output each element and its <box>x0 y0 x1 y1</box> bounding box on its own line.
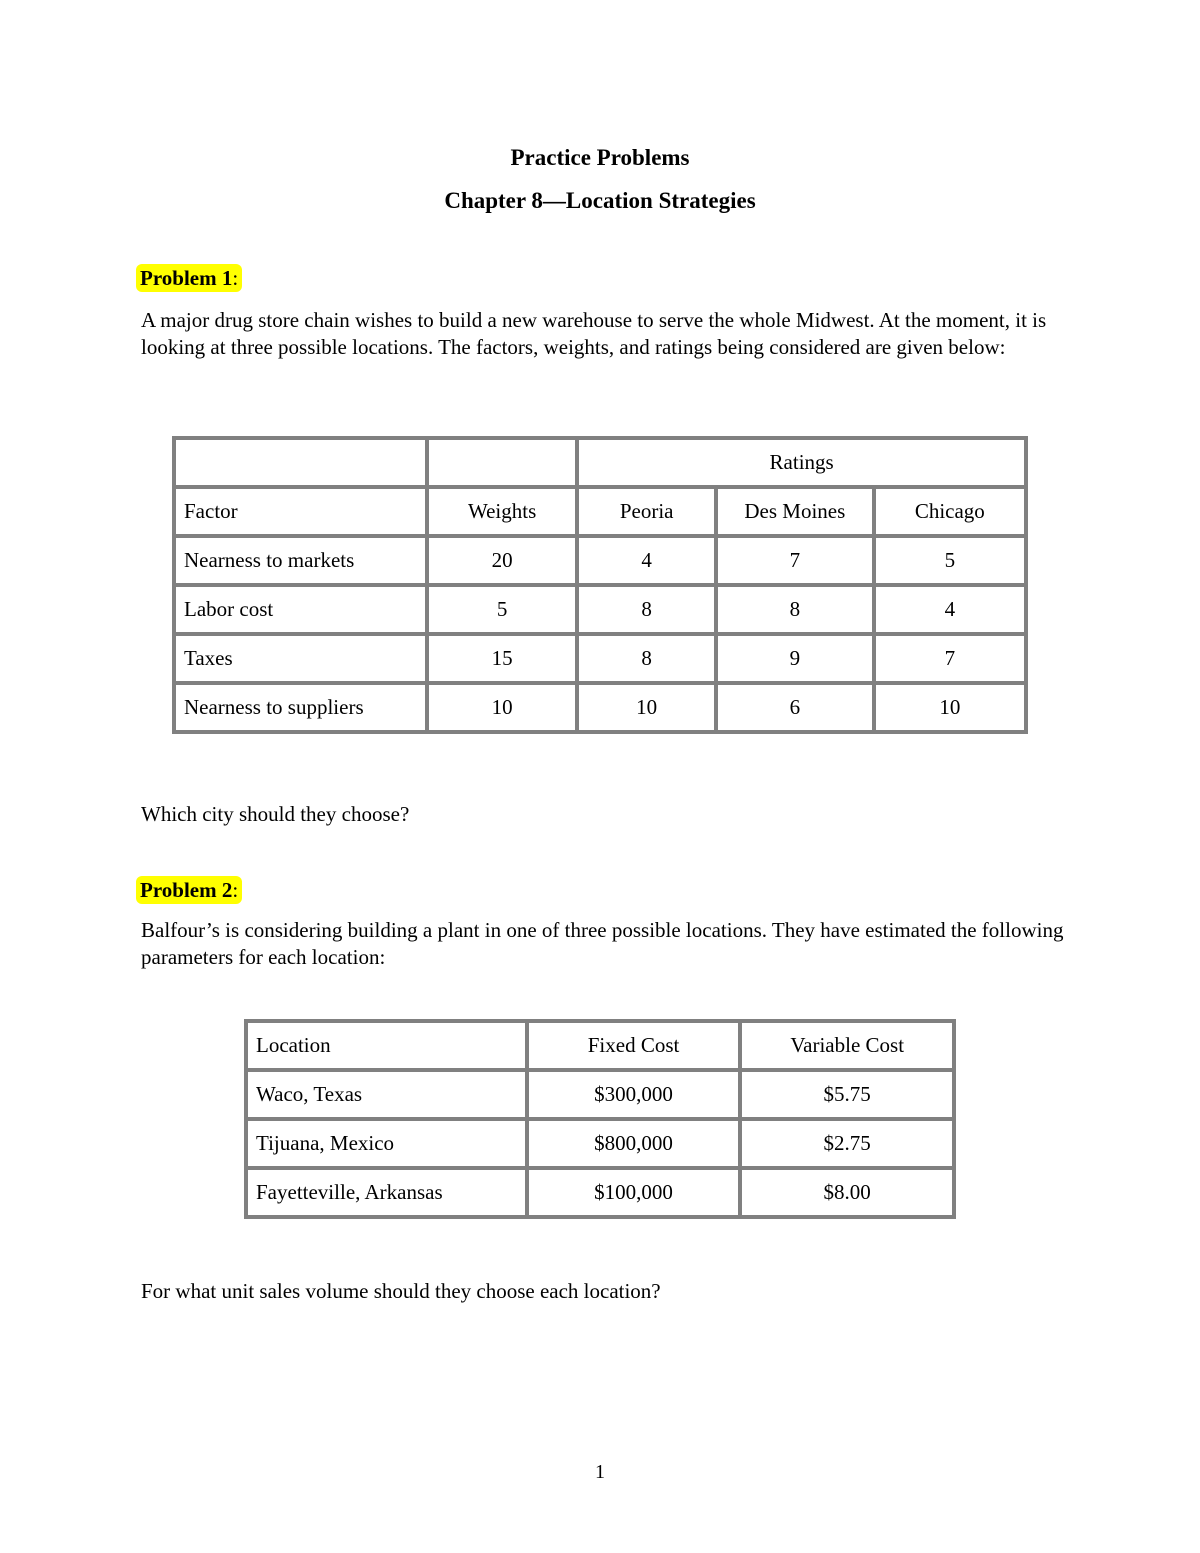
rating-cell: 7 <box>876 636 1024 681</box>
chapter-subtitle: Chapter 8—Location Strategies <box>444 188 756 213</box>
problem-2-highlight <box>136 876 242 904</box>
location-cost-table <box>244 1019 956 1219</box>
column-header-des-moines: Des Moines <box>718 489 872 534</box>
fixed-cost-cell: $300,000 <box>529 1072 739 1117</box>
factor-cell: Nearness to markets <box>176 538 425 583</box>
column-header-factor: Factor <box>176 489 425 534</box>
problem-2-description: Balfour’s is considering building a plant in one of three possible locations. They have estimated the following parameters for each location: <box>141 918 1064 969</box>
page-title: Practice Problems <box>510 145 690 170</box>
table-header-row <box>176 489 1024 534</box>
rating-cell: 8 <box>579 636 714 681</box>
factor-cell: Nearness to suppliers <box>176 685 425 730</box>
problem-1-description: A major drug store chain wishes to build a new warehouse to serve the whole Midwest. At the moment, it is looking at three possible locations. The factors, weights, and ratings being considered are given below: <box>141 308 1047 359</box>
problem-2-label <box>136 878 242 903</box>
rating-cell: 6 <box>718 685 872 730</box>
weight-cell: 10 <box>429 685 575 730</box>
fixed-cost-cell: $800,000 <box>529 1121 739 1166</box>
table-row <box>176 636 1024 681</box>
table-row <box>176 587 1024 632</box>
table-header-row <box>248 1023 952 1068</box>
problem-1-colon: : <box>232 266 239 290</box>
column-header-variable-cost: Variable Cost <box>742 1023 952 1068</box>
rating-cell: 10 <box>579 685 714 730</box>
problem-1-question: Which city should they choose? <box>141 802 410 826</box>
rating-cell: 4 <box>579 538 714 583</box>
problem-2-colon: : <box>232 878 239 902</box>
empty-cell <box>429 440 575 485</box>
fixed-cost-cell: $100,000 <box>529 1170 739 1215</box>
factor-rating-table <box>172 436 1028 734</box>
weight-cell: 20 <box>429 538 575 583</box>
column-header-location: Location <box>248 1023 525 1068</box>
factor-cell: Labor cost <box>176 587 425 632</box>
variable-cost-cell: $5.75 <box>742 1072 952 1117</box>
problem-1-label <box>136 266 242 291</box>
page-number: 1 <box>595 1461 605 1483</box>
factor-cell: Taxes <box>176 636 425 681</box>
column-header-fixed-cost: Fixed Cost <box>529 1023 739 1068</box>
column-header-chicago: Chicago <box>876 489 1024 534</box>
rating-cell: 7 <box>718 538 872 583</box>
weight-cell: 5 <box>429 587 575 632</box>
problem-2-question: For what unit sales volume should they choose each location? <box>141 1279 661 1303</box>
ratings-group-header: Ratings <box>579 440 1024 485</box>
table-row <box>248 1121 952 1166</box>
table-row <box>248 1170 952 1215</box>
problem-2-label-text: Problem 2 <box>140 878 233 902</box>
rating-cell: 10 <box>876 685 1024 730</box>
column-header-peoria: Peoria <box>579 489 714 534</box>
table-group-header-row <box>176 440 1024 485</box>
location-cell: Waco, Texas <box>248 1072 525 1117</box>
empty-cell <box>176 440 425 485</box>
table-row <box>176 685 1024 730</box>
rating-cell: 8 <box>579 587 714 632</box>
location-cell: Tijuana, Mexico <box>248 1121 525 1166</box>
problem-1-highlight <box>136 264 242 292</box>
rating-cell: 4 <box>876 587 1024 632</box>
rating-cell: 8 <box>718 587 872 632</box>
variable-cost-cell: $8.00 <box>742 1170 952 1215</box>
column-header-weights: Weights <box>429 489 575 534</box>
table-row <box>176 538 1024 583</box>
weight-cell: 15 <box>429 636 575 681</box>
variable-cost-cell: $2.75 <box>742 1121 952 1166</box>
rating-cell: 9 <box>718 636 872 681</box>
table-row <box>248 1072 952 1117</box>
problem-1-label-text: Problem 1 <box>140 266 233 290</box>
location-cell: Fayetteville, Arkansas <box>248 1170 525 1215</box>
rating-cell: 5 <box>876 538 1024 583</box>
